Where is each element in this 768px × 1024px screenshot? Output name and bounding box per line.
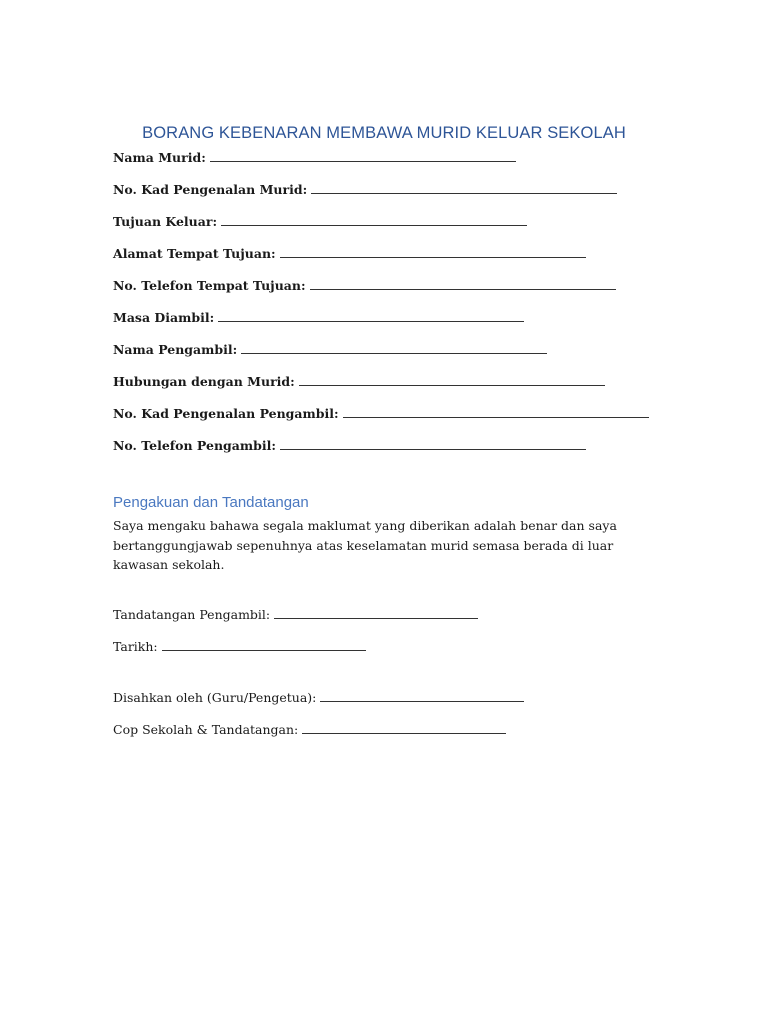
field-hubungan-dengan-murid xyxy=(113,374,605,389)
field-nama-pengambil xyxy=(113,342,547,357)
signature-label: Cop Sekolah & Tandatangan: xyxy=(113,722,299,737)
signature-label: Disahkan oleh (Guru/Pengetua): xyxy=(113,690,317,705)
field-label: Nama Murid: xyxy=(113,150,206,165)
blank-line xyxy=(221,215,527,226)
field-tujuan-keluar xyxy=(113,214,527,229)
blank-line xyxy=(280,439,586,450)
blank-line xyxy=(299,375,605,386)
field-label: No. Telefon Pengambil: xyxy=(113,438,276,453)
field-nama-murid xyxy=(113,150,516,165)
field-label: No. Telefon Tempat Tujuan: xyxy=(113,278,306,293)
field-label: No. Kad Pengenalan Pengambil: xyxy=(113,406,339,421)
signature-label: Tandatangan Pengambil: xyxy=(113,607,271,622)
field-no-kad-pengenalan-pengambil xyxy=(113,406,649,421)
signature-tandatangan-pengambil xyxy=(113,607,478,622)
blank-line xyxy=(162,640,366,651)
blank-line xyxy=(210,151,516,162)
blank-line xyxy=(320,691,524,702)
blank-line xyxy=(310,279,616,290)
blank-line xyxy=(343,407,649,418)
signature-label: Tarikh: xyxy=(113,639,158,654)
blank-line xyxy=(302,723,506,734)
field-label: Masa Diambil: xyxy=(113,310,215,325)
blank-line xyxy=(274,608,478,619)
blank-line xyxy=(280,247,586,258)
signature-cop-sekolah xyxy=(113,722,506,737)
blank-line xyxy=(241,343,547,354)
form-title: BORANG KEBENARAN MEMBAWA MURID KELUAR SEKOLAH xyxy=(142,124,626,142)
section-heading-declaration: Pengakuan dan Tandatangan xyxy=(113,494,309,511)
blank-line xyxy=(218,311,524,322)
signature-disahkan-oleh xyxy=(113,690,524,705)
field-label: No. Kad Pengenalan Murid: xyxy=(113,182,308,197)
field-no-telefon-pengambil xyxy=(113,438,586,453)
blank-line xyxy=(311,183,617,194)
signature-tarikh xyxy=(113,639,366,654)
field-masa-diambil xyxy=(113,310,524,325)
field-label: Alamat Tempat Tujuan: xyxy=(113,246,276,261)
field-no-kad-pengenalan-murid xyxy=(113,182,617,197)
declaration-text: Saya mengaku bahawa segala maklumat yang diberikan adalah benar dan saya bertanggungjawab sepenuhnya atas keselamatan murid semasa berada di luar kawasan sekolah. xyxy=(113,518,617,572)
field-label: Nama Pengambil: xyxy=(113,342,238,357)
field-label: Tujuan Keluar: xyxy=(113,214,218,229)
field-alamat-tempat-tujuan xyxy=(113,246,586,261)
field-no-telefon-tempat-tujuan xyxy=(113,278,616,293)
field-label: Hubungan dengan Murid: xyxy=(113,374,295,389)
